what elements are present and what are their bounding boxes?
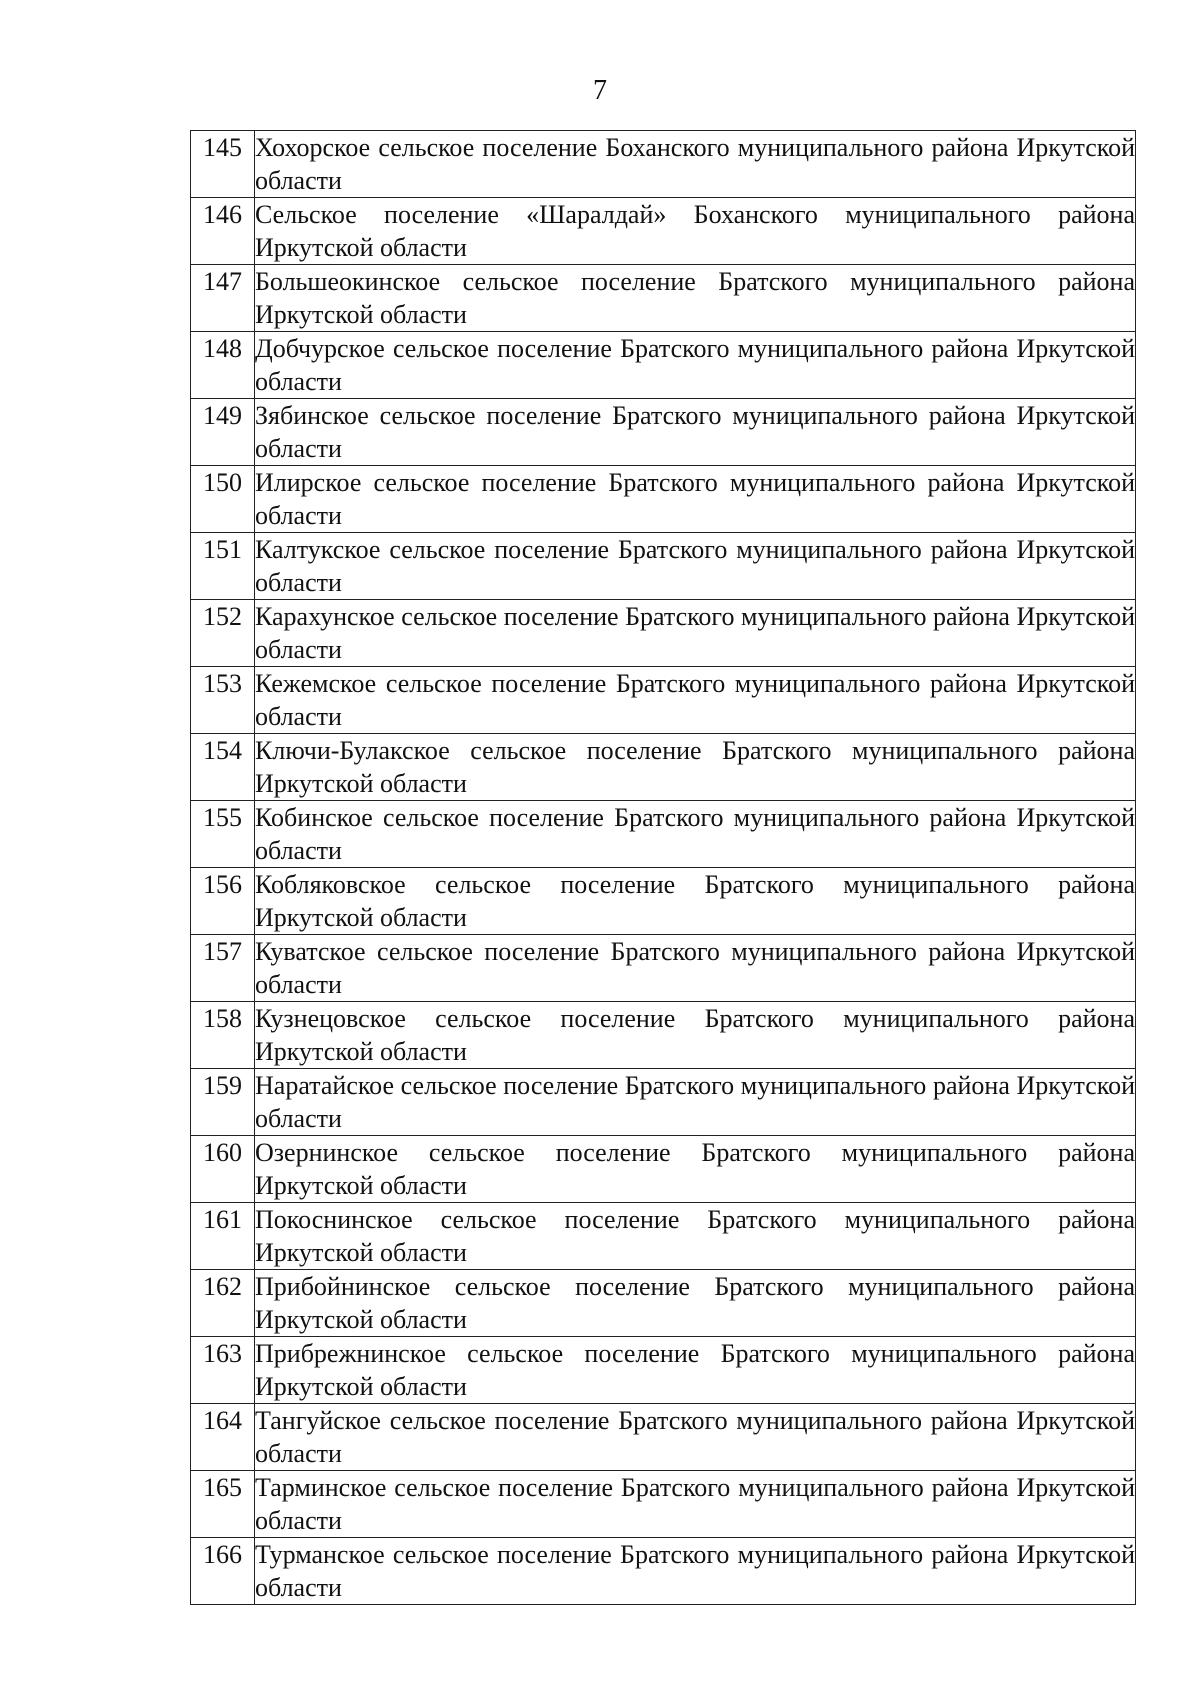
row-number: 145 <box>191 131 255 198</box>
settlement-name: Калтукское сельское поселение Братского муниципального района Иркутской области <box>255 533 1136 600</box>
settlement-name: Кузнецовское сельское поселение Братского муниципального района Иркутской области <box>255 1002 1136 1069</box>
settlement-name: Зябинское сельское поселение Братского муниципального района Иркутской области <box>255 399 1136 466</box>
table-row <box>191 667 1136 734</box>
row-number: 156 <box>191 868 255 935</box>
table-row <box>191 1136 1136 1203</box>
table-row <box>191 1337 1136 1404</box>
row-number: 148 <box>191 332 255 399</box>
settlement-name: Прибойнинское сельское поселение Братского муниципального района Иркутской области <box>255 1270 1136 1337</box>
table-row <box>191 600 1136 667</box>
table-row <box>191 466 1136 533</box>
row-number: 155 <box>191 801 255 868</box>
table-row <box>191 935 1136 1002</box>
settlement-name: Карахунское сельское поселение Братского муниципального района Иркутской области <box>255 600 1136 667</box>
row-number: 151 <box>191 533 255 600</box>
table-row <box>191 734 1136 801</box>
row-number: 149 <box>191 399 255 466</box>
table-row <box>191 1002 1136 1069</box>
settlement-name: Сельское поселение «Шаралдай» Боханского муниципального района Иркутской области <box>255 198 1136 265</box>
settlement-name: Куватское сельское поселение Братского муниципального района Иркутской области <box>255 935 1136 1002</box>
row-number: 159 <box>191 1069 255 1136</box>
row-number: 165 <box>191 1471 255 1538</box>
settlement-name: Добчурское сельское поселение Братского муниципального района Иркутской области <box>255 332 1136 399</box>
table-row <box>191 131 1136 198</box>
settlement-name: Турманское сельское поселение Братского муниципального района Иркутской области <box>255 1538 1136 1605</box>
row-number: 164 <box>191 1404 255 1471</box>
table-row <box>191 399 1136 466</box>
table-row <box>191 265 1136 332</box>
settlement-name: Кобинское сельское поселение Братского муниципального района Иркутской области <box>255 801 1136 868</box>
table-row <box>191 1538 1136 1605</box>
settlement-name: Наратайское сельское поселение Братского муниципального района Иркутской области <box>255 1069 1136 1136</box>
table-row <box>191 1270 1136 1337</box>
row-number: 146 <box>191 198 255 265</box>
settlement-name: Покоснинское сельское поселение Братского муниципального района Иркутской области <box>255 1203 1136 1270</box>
table-row <box>191 332 1136 399</box>
row-number: 161 <box>191 1203 255 1270</box>
row-number: 162 <box>191 1270 255 1337</box>
settlements-table-body <box>191 131 1136 1605</box>
page-number: 7 <box>593 75 607 106</box>
table-row <box>191 1069 1136 1136</box>
row-number: 153 <box>191 667 255 734</box>
row-number: 163 <box>191 1337 255 1404</box>
table-row <box>191 868 1136 935</box>
settlement-name: Большеокинское сельское поселение Братского муниципального района Иркутской области <box>255 265 1136 332</box>
settlement-name: Тангуйское сельское поселение Братского муниципального района Иркутской области <box>255 1404 1136 1471</box>
row-number: 150 <box>191 466 255 533</box>
table-row <box>191 198 1136 265</box>
settlement-name: Кобляковское сельское поселение Братского муниципального района Иркутской области <box>255 868 1136 935</box>
row-number: 154 <box>191 734 255 801</box>
settlement-name: Тарминское сельское поселение Братского муниципального района Иркутской области <box>255 1471 1136 1538</box>
row-number: 152 <box>191 600 255 667</box>
settlement-name: Озернинское сельское поселение Братского муниципального района Иркутской области <box>255 1136 1136 1203</box>
settlements-table <box>190 130 1136 1605</box>
settlement-name: Кежемское сельское поселение Братского муниципального района Иркутской области <box>255 667 1136 734</box>
settlement-name: Прибрежнинское сельское поселение Братского муниципального района Иркутской области <box>255 1337 1136 1404</box>
table-row <box>191 1404 1136 1471</box>
settlement-name: Ключи-Булакское сельское поселение Братского муниципального района Иркутской области <box>255 734 1136 801</box>
row-number: 166 <box>191 1538 255 1605</box>
table-row <box>191 533 1136 600</box>
row-number: 147 <box>191 265 255 332</box>
row-number: 160 <box>191 1136 255 1203</box>
table-row <box>191 1471 1136 1538</box>
settlement-name: Хохорское сельское поселение Боханского муниципального района Иркутской области <box>255 131 1136 198</box>
row-number: 158 <box>191 1002 255 1069</box>
table-row <box>191 1203 1136 1270</box>
row-number: 157 <box>191 935 255 1002</box>
table-row <box>191 801 1136 868</box>
settlement-name: Илирское сельское поселение Братского муниципального района Иркутской области <box>255 466 1136 533</box>
